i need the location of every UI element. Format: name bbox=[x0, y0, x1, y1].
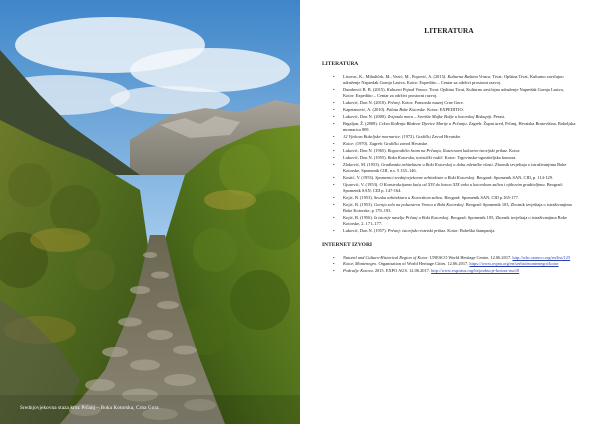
reference-author: Dumbović B. B. (2015). bbox=[343, 87, 387, 93]
literature-reference bbox=[333, 114, 576, 120]
reference-author: Kapetanović, A. (2010). bbox=[343, 107, 387, 113]
internet-reference bbox=[333, 261, 576, 267]
reference-details: . Tivat: Opština Tivat, Kulturno zavičajno udruženje Napredak Gornja Lastva, Kotor: Expeditio – Centar za održivi prostorni razvoj. bbox=[343, 74, 564, 86]
internet-sources-list bbox=[322, 255, 576, 275]
literature-reference bbox=[333, 74, 576, 86]
literature-reference bbox=[333, 141, 576, 147]
reference-details: . Beograd: Spomenik SAN, CIII, p. 114-129. bbox=[474, 175, 553, 181]
literature-reference bbox=[333, 134, 576, 140]
reference-author: Luković, Don N. (1965). bbox=[343, 148, 388, 154]
literature-reference bbox=[333, 182, 576, 194]
reference-details: . Kotor: Trgovinsko-ugostiteljska komora. bbox=[442, 155, 517, 161]
literature-reference bbox=[333, 162, 576, 174]
literature-reference bbox=[333, 121, 576, 133]
reference-author: Luković, Don N. (1957). bbox=[343, 228, 388, 234]
reference-author: Kojić, B. (1956). bbox=[343, 215, 374, 221]
internet-reference bbox=[333, 268, 576, 274]
reference-title: Građanska arhitektura u Boki Kotorskoj u doba mletačke vlasti bbox=[381, 162, 493, 168]
literature-reference bbox=[333, 215, 576, 227]
reference-details: . Beograd: Spomenik 103, Zbornik izvještaja o istraživanjima Boke Kotorske, p 179–193. bbox=[343, 202, 572, 214]
reference-title: 12 Vjekova Bokeljske mornarice bbox=[343, 134, 400, 140]
reference-title: Područje Kotora bbox=[343, 268, 373, 274]
reference-details: . 2015. EXPO AUS. 12.06.2017. bbox=[372, 268, 432, 274]
literature-reference bbox=[333, 175, 576, 181]
reference-title: Crkva Rođenja Blažene Djevice Marije u Prčanju bbox=[379, 121, 467, 127]
reference-link[interactable]: https://www.ovpm.org/en/serbia/montenegro/kotor bbox=[469, 261, 559, 267]
reference-title: Seoska arhitektura u Kotorskom zalivu bbox=[373, 195, 443, 201]
reference-title: Palata Boke Kotorske bbox=[386, 107, 425, 113]
literature-reference bbox=[333, 107, 576, 113]
literature-reference bbox=[333, 202, 576, 214]
reference-title: Iz istorije naselja Prčanj u Boki Kotorskoj bbox=[373, 215, 449, 221]
reference-author: Luković, Don N. (2010). bbox=[343, 100, 388, 106]
reference-author: Brgalјan, Ž. (2008). bbox=[343, 121, 380, 127]
reference-author: Lisovac, K., Mihaliček, M., Vezić, M., Popović, A. (2015). bbox=[343, 74, 448, 79]
reference-details: . Tivat: Opština Tivat, Kulturno zavičajno udruženje Napredak Gornja Lastva, Kotor: Expeditio – Centar za održivi prostorni razvoj. bbox=[343, 87, 564, 99]
reference-title: Kotor bbox=[343, 141, 354, 147]
reference-details: . (1970). Zagreb: Grafički zavod Hrvatske. bbox=[353, 141, 429, 147]
reference-details: . Kotor: Bokeška štamparija. bbox=[445, 228, 496, 234]
reference-author: Kostić, V. (1953). bbox=[343, 175, 376, 181]
reference-title: Kotor, Montenegro bbox=[343, 261, 377, 267]
reference-details: . UNESCO World Heritage Centre. 12.06.2017. bbox=[427, 254, 513, 260]
reference-details: . Kotor: Pomorski muzej Crne Gore. bbox=[399, 100, 464, 106]
literature-reference bbox=[333, 87, 576, 99]
reference-details: . Zagreb: Župni ured, Prčanj, Hrvatska Bratovština, Bokeljska mornarica 809. bbox=[343, 121, 576, 133]
reference-title: Kulturni Pejzaž Vrmca bbox=[386, 87, 427, 93]
reference-details: . Beograd: Spomenik SAN, CIII p.165-177. bbox=[442, 195, 519, 201]
photo-caption: Srednjovjekovna staza kroz Prčanj – Boka Kotorska, Crna Gora bbox=[20, 405, 159, 411]
literature-list bbox=[322, 74, 576, 235]
literature-heading: LITERATURA bbox=[322, 61, 359, 67]
reference-author: Kojić, B. (1953). bbox=[343, 195, 374, 201]
reference-details: . Kotor: EXPEDITIO. bbox=[424, 107, 464, 113]
literature-reference bbox=[333, 148, 576, 154]
reference-title: Boka Kotorska, turistički vodič bbox=[387, 155, 443, 161]
reference-title: Prčanj: istorijsko-estetski prikaz bbox=[387, 228, 446, 234]
reference-author: Kojić, B. (1953). bbox=[343, 202, 374, 208]
internet-sources-heading: INTERNET IZVORI bbox=[322, 241, 373, 248]
reference-author: Luković, Don N. (2000). bbox=[343, 114, 388, 120]
internet-reference bbox=[333, 255, 576, 261]
reference-link[interactable]: http://www.expoaus.org/hr/podrucje-kotora-uso10 bbox=[431, 268, 520, 274]
reference-details: . Zbornik izvještaja o istraživanjima Boke Kotorske, Spomenik CIII, n.s. 5 135–146. bbox=[343, 162, 567, 174]
reference-title: Natural and Culturo-Historical Region of Kotor bbox=[343, 254, 428, 260]
reference-author: Zloković, M. (1953). bbox=[343, 162, 382, 168]
reference-details: . Beograd: Spomenik SAN, CIII p. 147-164. bbox=[343, 182, 563, 194]
bibliography-page bbox=[300, 0, 600, 424]
reference-details: . (1972). Grafički Zavod Hrvatske. bbox=[399, 134, 462, 140]
reference-details: . Kotor. bbox=[506, 148, 521, 154]
reference-title: Prčanj bbox=[387, 100, 400, 106]
reference-details: . Beograd: Spomenik 105, Zbornik izvještaja o istraživanjima Boke Kotorske, 2. 171–177. bbox=[343, 215, 567, 227]
literature-reference bbox=[333, 100, 576, 106]
reference-title: Kulturna Baština Vrmca bbox=[447, 74, 491, 79]
reference-author: Gjurović, V. (1953). bbox=[343, 182, 380, 188]
reference-title: Spomenici srednjovjekovne arhitekture u Boki Kotorskoj bbox=[375, 175, 475, 181]
reference-author: Luković, Don N. (1955). bbox=[343, 155, 388, 161]
reference-title: O Konstrukcijama kuća od XVI do konca XIX veka u kotorskom zaliva i njihovim graditeljima bbox=[379, 182, 545, 188]
reference-title: Zvijezda mora – Svetište Majke Božje u kotorskoj Biskupiji bbox=[387, 114, 492, 120]
reference-title: Bogorodičin hram na Prčanju, Ilustrovani kulturno-istorijski prikaz bbox=[387, 148, 507, 154]
literature-reference bbox=[333, 228, 576, 234]
reference-title: Gornja sela na poluostrvu Vrmcu u Boki Kotorskoj bbox=[373, 202, 464, 208]
reference-details: . Perast. bbox=[491, 114, 506, 120]
page-title: LITERATURA bbox=[424, 26, 474, 35]
literature-reference bbox=[333, 155, 576, 161]
literature-reference bbox=[333, 195, 576, 201]
reference-details: . Organisation of World Heritage Cities. 12.06.2017. bbox=[376, 261, 470, 267]
reference-link[interactable]: http://whc.unesco.org/en/list/125 bbox=[512, 254, 571, 260]
